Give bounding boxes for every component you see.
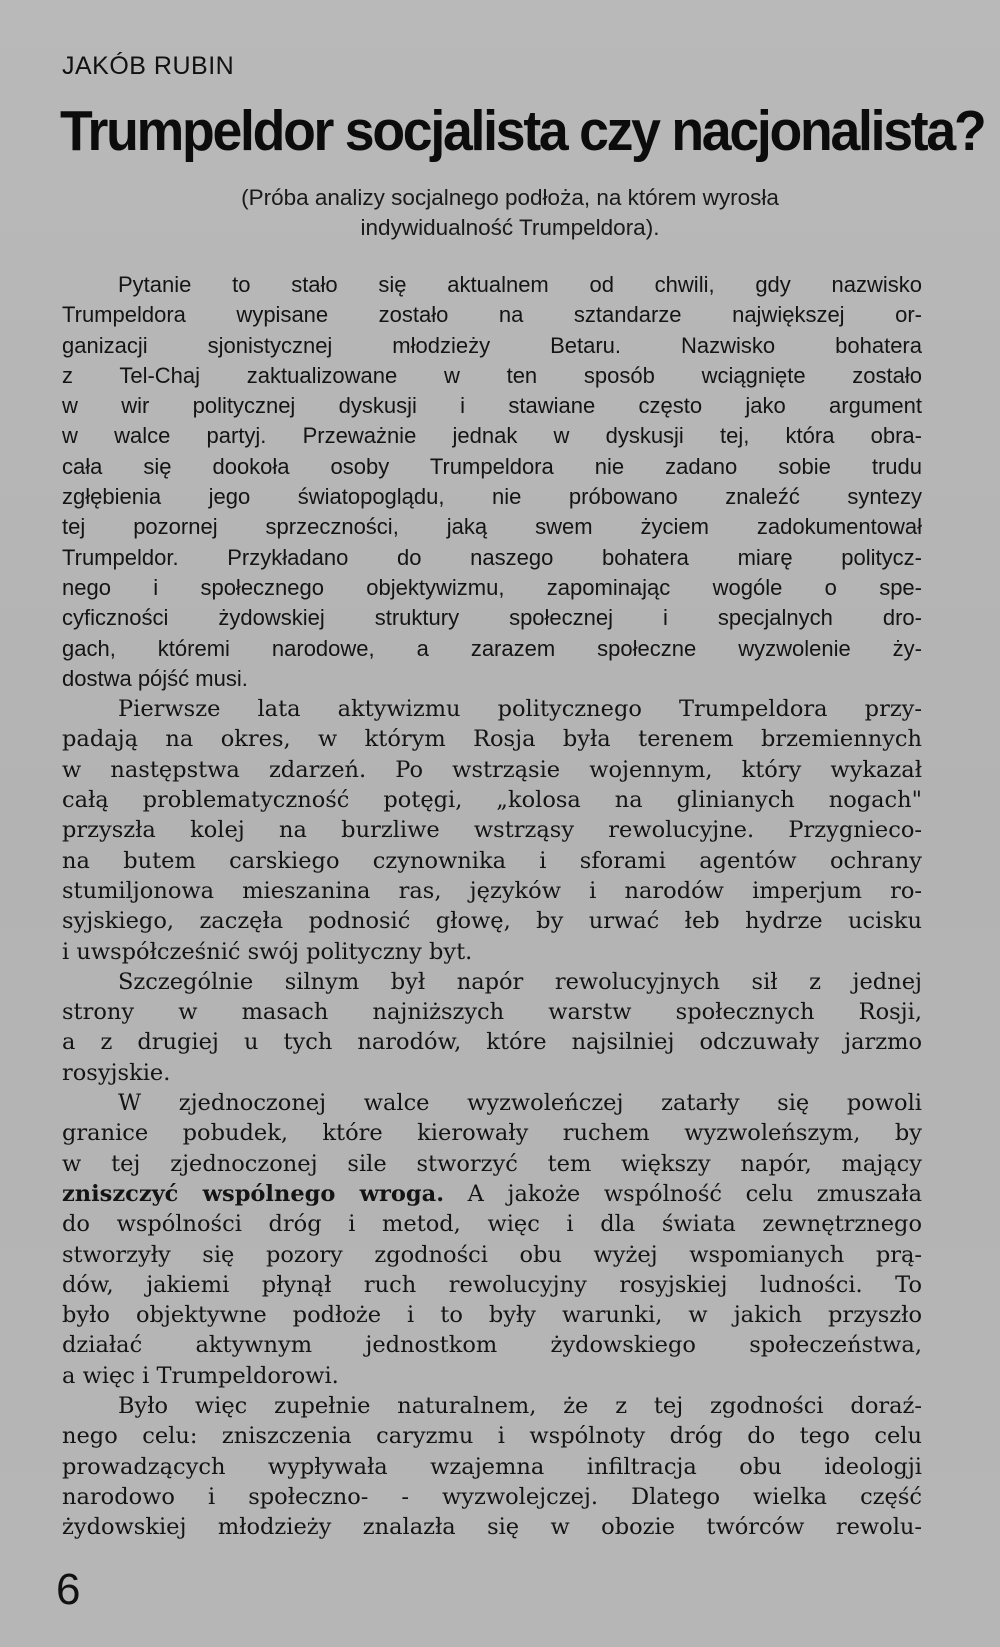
text-line: w tej zjednoczonej sile stworzyć tem większy napór, mający bbox=[62, 1150, 922, 1177]
text-line: cała się dookoła osoby Trumpeldora nie zadano sobie trudu bbox=[62, 453, 922, 479]
text-line: Było więc zupełnie naturalnem, że z tej zgodności doraź- bbox=[118, 1392, 922, 1419]
text-line: rosyjskie. bbox=[62, 1059, 171, 1086]
text-line: cyficzności żydowskiej struktury społecznej i specjalnych dro- bbox=[62, 605, 922, 631]
paragraph-5 bbox=[62, 1391, 922, 1542]
text-line: a z drugiej u tych narodów, które najsilniej odczuwały jarzmo bbox=[62, 1029, 922, 1056]
paragraph-4 bbox=[62, 1088, 922, 1391]
text-line: Szczególnie silnym był napór rewolucyjnych sił z jednej bbox=[118, 968, 922, 995]
paragraph-1 bbox=[62, 270, 922, 694]
text-line: granice pobudek, które kierowały ruchem wyzwoleńszym, by bbox=[62, 1120, 922, 1147]
text-line: Trumpeldora wypisane zostało na sztandarze największej or- bbox=[62, 302, 922, 328]
text-line: na butem carskiego czynownika i sforami agentów ochrany bbox=[62, 847, 922, 874]
text-line: strony w masach najniższych warstw społecznych Rosji, bbox=[62, 999, 922, 1026]
emphasis-text: zniszczyć wspólnego wroga. bbox=[62, 1180, 445, 1207]
text-line: w wir politycznej dyskusji i stawiane często jako argument bbox=[62, 393, 922, 419]
text-line: i uwspółcześnić swój polityczny byt. bbox=[62, 938, 473, 965]
paragraph-2 bbox=[62, 694, 922, 967]
text-line: dostwa pójść musi. bbox=[62, 665, 248, 691]
text-line: Pytanie to stało się aktualnem od chwili, gdy nazwisko bbox=[118, 272, 922, 297]
text-line: narodowo i społeczno- - wyzwolejczej. Dlatego wielka część bbox=[62, 1483, 922, 1510]
paragraph-3 bbox=[62, 967, 922, 1088]
text-line: nego celu: zniszczenia caryzmu i wspólnoty dróg do tego celu bbox=[62, 1423, 922, 1450]
text-line: nego i społecznego objektywizmu, zapominając wogóle o spe- bbox=[62, 574, 922, 600]
text-line: zgłębienia jego światopoglądu, nie próbowano znaleźć syntezy bbox=[62, 484, 922, 510]
text-line: a więc i Trumpeldorowi. bbox=[62, 1362, 339, 1389]
text-line-emphasis bbox=[62, 1179, 922, 1209]
subtitle-line: indywidualność Trumpeldora). bbox=[360, 215, 660, 240]
page-number: 6 bbox=[56, 1565, 81, 1614]
text-line: stworzyły się pozory zgodności obu wyżej wspomianych prą- bbox=[62, 1241, 922, 1268]
article-body bbox=[62, 270, 922, 1542]
article-subtitle bbox=[120, 183, 900, 243]
article-title: Trumpeldor socjalista czy nacjonalista? bbox=[60, 99, 985, 163]
text-line: syjskiego, zaczęła podnosić głowę, by urwać łeb hydrze ucisku bbox=[62, 908, 922, 935]
author-name: JAKÓB RUBIN bbox=[62, 52, 235, 80]
text-line: w walce partyj. Przeważnie jednak w dyskusji tej, która obra- bbox=[62, 423, 922, 449]
text-line: tej pozornej sprzeczności, jaką swem życiem zadokumentował bbox=[62, 514, 922, 540]
text-line: prowadzących wypływała wzajemna infiltracja obu ideologji bbox=[62, 1453, 922, 1480]
text-line: dów, jakiemi płynął ruch rewolucyjny rosyjskiej ludności. To bbox=[62, 1271, 922, 1298]
text-line: Trumpeldor. Przykładano do naszego bohatera miarę politycz- bbox=[62, 544, 922, 570]
text-line: stumiljonowa mieszanina ras, języków i narodów imperjum ro- bbox=[62, 877, 922, 904]
text-line: żydowskiej młodzieży znalazła się w obozie twórców rewolu- bbox=[62, 1514, 922, 1541]
text-line: przyszła kolej na burzliwe wstrząsy rewolucyjne. Przygnieco- bbox=[62, 817, 922, 844]
text-line: z Tel-Chaj zaktualizowane w ten sposób wciągnięte zostało bbox=[62, 362, 922, 388]
text-line: całą problematyczność potęgi, „kolosa na glinianych nogach" bbox=[62, 787, 922, 814]
text-line: ganizacji sjonistycznej młodzieży Betaru. Nazwisko bohatera bbox=[62, 332, 922, 358]
subtitle-line: (Próba analizy socjalnego podłoża, na którem wyrosła bbox=[241, 185, 779, 210]
text-line: padają na okres, w którym Rosja była terenem brzemiennych bbox=[62, 726, 922, 753]
text-line: działać aktywnym jednostkom żydowskiego społeczeństwa, bbox=[62, 1332, 922, 1359]
text-line: Pierwsze lata aktywizmu politycznego Trumpeldora przy- bbox=[118, 696, 922, 723]
text-line: w następstwa zdarzeń. Po wstrząsie wojennym, który wykazał bbox=[62, 756, 922, 783]
text-line: było objektywne podłoże i to były warunki, w jakich przyszło bbox=[62, 1302, 922, 1329]
text-line: W zjednoczonej walce wyzwoleńczej zatarły się powoli bbox=[118, 1090, 922, 1117]
text-line-rest: A jakoże wspólność celu zmuszała bbox=[444, 1180, 922, 1207]
text-line: do wspólności dróg i metod, więc i dla świata zewnętrznego bbox=[62, 1211, 922, 1238]
text-line: gach, któremi narodowe, a zarazem społeczne wyzwolenie ży- bbox=[62, 635, 922, 661]
